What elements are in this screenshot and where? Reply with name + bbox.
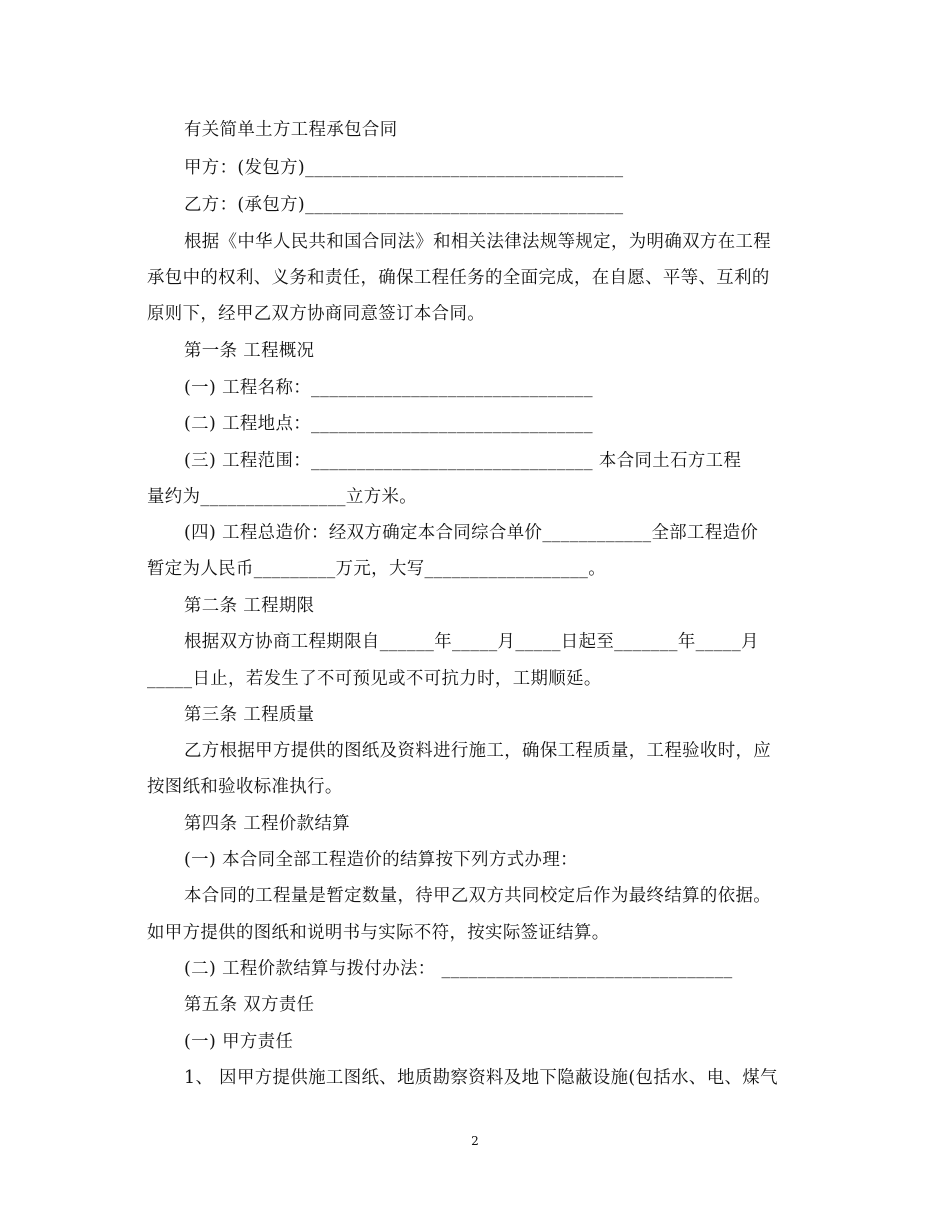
article-heading: 第二条 工程期限 (184, 596, 315, 616)
document-title: 有关简单土方工程承包合同 (184, 120, 398, 140)
clause-line: (四) 工程总造价：经双方确定本合同综合单价____________全部工程造价 (184, 523, 759, 543)
paragraph-line: 按图纸和验收标准执行。 (147, 777, 343, 797)
paragraph-line: 如甲方提供的图纸和说明书与实际不符，按实际签证结算。 (147, 923, 610, 943)
clause-line: 量约为________________立方米。 (147, 487, 418, 507)
clause-line: (一) 工程名称：_______________________________ (184, 378, 593, 398)
article-heading: 第四条 工程价款结算 (184, 814, 351, 834)
paragraph-line: 本合同的工程量是暂定数量，待甲乙双方共同校定后作为最终结算的依据。 (184, 886, 772, 906)
page-number: 2 (471, 1134, 479, 1148)
clause-line: 1、 因甲方提供施工图纸、地质勘察资料及地下隐蔽设施(包括水、电、煤气 (184, 1068, 778, 1088)
paragraph-line: 根据双方协商工程期限自______年_____月_____日起至_______年_____月 (184, 632, 759, 652)
paragraph-line: 根据《中华人民共和国合同法》和相关法律法规等规定，为明确双方在工程 (184, 232, 772, 252)
paragraph-line: 乙方根据甲方提供的图纸及资料进行施工，确保工程质量，工程验收时，应 (184, 741, 772, 761)
clause-line: (二) 工程地点：_______________________________ (184, 414, 593, 434)
paragraph-line: 原则下，经甲乙双方协商同意签订本合同。 (147, 304, 486, 324)
party-b-line: 乙方：(承包方)___________________________________ (184, 195, 624, 215)
clause-line: (三) 工程范围：_______________________________ 本合同土石方工程 (184, 451, 742, 471)
article-heading: 第五条 双方责任 (184, 995, 315, 1015)
clause-line: (一) 本合同全部工程造价的结算按下列方式办理： (184, 850, 578, 870)
party-a-line: 甲方：(发包方)___________________________________ (184, 158, 624, 178)
paragraph-line: _____日止，若发生了不可预见或不可抗力时，工期顺延。 (147, 669, 602, 689)
clause-line: (一) 甲方责任 (184, 1032, 294, 1052)
paragraph-line: 承包中的权利、义务和责任，确保工程任务的全面完成，在自愿、平等、互利的 (147, 268, 770, 288)
clause-line: 暂定为人民币_________万元，大写__________________。 (147, 559, 607, 579)
clause-line: (二) 工程价款结算与拨付办法： ________________________________ (184, 959, 733, 979)
article-heading: 第一条 工程概况 (184, 341, 315, 361)
article-heading: 第三条 工程质量 (184, 705, 315, 725)
